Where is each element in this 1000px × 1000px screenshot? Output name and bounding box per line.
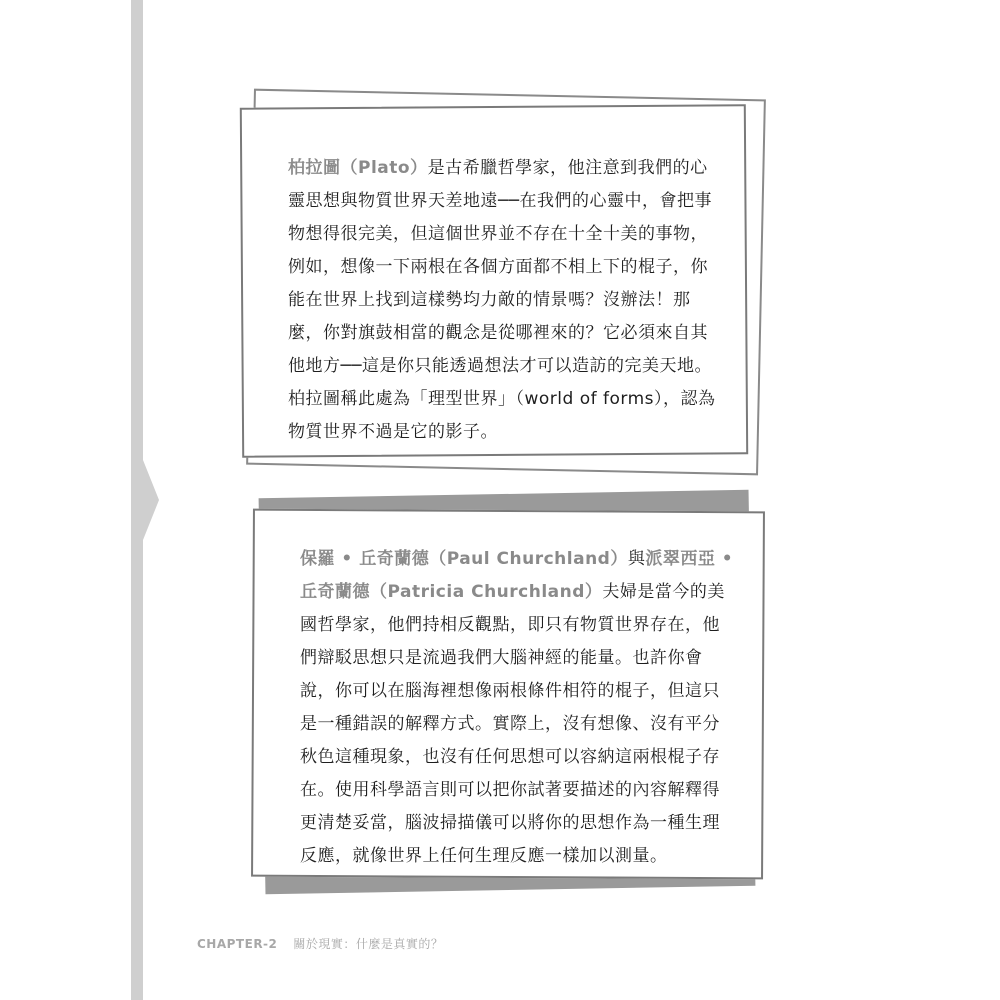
card1-text <box>288 152 723 449</box>
binding-strip <box>131 0 161 1000</box>
plato-name: 柏拉圖（Plato） <box>288 158 428 178</box>
paul-churchland-name: 保羅 • 丘奇蘭德（Paul Churchland） <box>300 549 628 569</box>
chapter-title: 關於現實：什麼是真實的？ <box>293 937 444 951</box>
card2-body: 夫婦是當今的美國哲學家，他們持相反觀點，即只有物質世界存在，他們辯駁思想只是流過我們大腦神經的能量。也許你會說，你可以在腦海裡想像兩根條件相符的棍子，但這只是一種錯誤的解釋方式。實際上，沒有想像、沒有平分秋色這種現象，也沒有任何思想可以容納這兩根棍子存在。使用科學語言則可以把你試著要描述的內容解釋得更清楚妥當，腦波掃描儀可以將你的思想作為一種生理反應，就像世界上任何生理反應一樣加以測量。 <box>300 582 725 866</box>
card1-body: 是古希臘哲學家，他注意到我們的心靈思想與物質世界天差地遠──在我們的心靈中，會把事物想得很完美，但這個世界並不存在十全十美的事物，例如，想像一下兩根在各個方面都不相上下的棍子，你能在世界上找到這樣勢均力敵的情景嗎？沒辦法！那麼，你對旗鼓相當的觀念是從哪裡來的？它必須來自其他地方──這是你只能透過想法才可以造訪的完美天地。柏拉圖稱此處為「理型世界」（world of forms），認為物質世界不過是它的影子。 <box>288 158 716 442</box>
card2-join: 與 <box>627 549 646 569</box>
patricia-churchland-name: 派翠西亞 • 丘奇蘭德（Patricia Churchland） <box>300 549 734 602</box>
chapter-label: CHAPTER-2 <box>197 937 278 951</box>
page-footer <box>197 935 443 952</box>
card2-text <box>300 543 735 873</box>
